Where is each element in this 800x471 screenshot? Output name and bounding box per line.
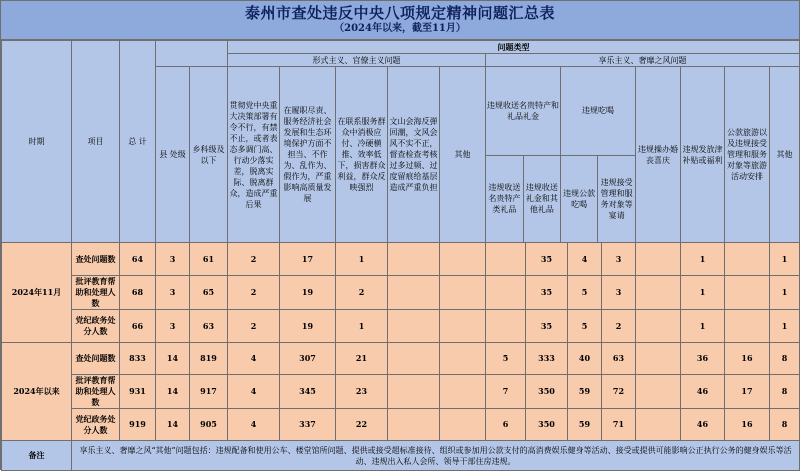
cell-g2: 35 <box>526 276 568 310</box>
header-hedonism-col-2: 违规发放津补贴或福利 <box>681 67 725 243</box>
cell-g1: 5 <box>486 343 526 375</box>
cell-f1: 4 <box>228 343 280 375</box>
cell-h4: 1 <box>770 310 800 343</box>
cell-f4 <box>388 409 440 441</box>
table-row <box>2 243 800 276</box>
header-formalism-col-3: 在联系服务群众中消极应付、冷硬横推、效率低下，损害群众利益，群众反映强烈 <box>336 67 388 243</box>
cell-f3: 1 <box>336 310 388 343</box>
cell-h3 <box>725 310 770 343</box>
cell-f4 <box>388 343 440 375</box>
cell-total: 833 <box>120 343 156 375</box>
cell-h2: 46 <box>681 409 725 441</box>
cell-total: 64 <box>120 243 156 276</box>
header-county-level: 县 处级 <box>156 67 190 243</box>
cell-g2: 35 <box>526 310 568 343</box>
row-item: 党纪政务处分人数 <box>72 310 120 343</box>
cell-h1 <box>636 276 681 310</box>
cell-f5 <box>440 343 486 375</box>
cell-f4 <box>388 310 440 343</box>
header-gift-dining-block <box>486 67 636 243</box>
cell-d1: 59 <box>568 375 602 409</box>
cell-f5 <box>440 276 486 310</box>
cell-f3: 21 <box>336 343 388 375</box>
cell-county: 14 <box>156 409 190 441</box>
cell-f4 <box>388 243 440 276</box>
cell-h3 <box>725 243 770 276</box>
cell-f1: 2 <box>228 310 280 343</box>
cell-f3: 23 <box>336 375 388 409</box>
cell-h1 <box>636 243 681 276</box>
cell-h3 <box>725 276 770 310</box>
header-formalism-group: 形式主义、官僚主义问题 <box>228 54 486 67</box>
cell-h2: 46 <box>681 375 725 409</box>
cell-d2: 63 <box>602 343 636 375</box>
cell-f1: 4 <box>228 375 280 409</box>
cell-d2: 72 <box>602 375 636 409</box>
header-total: 总 计 <box>120 41 156 243</box>
cell-county: 14 <box>156 375 190 409</box>
cell-d1: 5 <box>568 276 602 310</box>
cell-f2: 345 <box>280 375 336 409</box>
cell-f4 <box>388 375 440 409</box>
row-item: 批评教育帮助和处理人数 <box>72 375 120 409</box>
table-row <box>2 409 800 441</box>
row-item: 查处问题数 <box>72 343 120 375</box>
cell-g1 <box>486 310 526 343</box>
row-item: 批评教育帮助和处理人数 <box>72 276 120 310</box>
cell-f2: 19 <box>280 276 336 310</box>
cell-g1 <box>486 243 526 276</box>
cell-total: 919 <box>120 409 156 441</box>
cell-county: 14 <box>156 343 190 375</box>
summary-table <box>1 40 800 471</box>
cell-g2: 350 <box>526 375 568 409</box>
cell-f1: 4 <box>228 409 280 441</box>
cell-h1 <box>636 375 681 409</box>
header-blank-level-2 <box>156 54 228 67</box>
cell-township: 819 <box>190 343 228 375</box>
remark-label: 备注 <box>2 441 72 471</box>
cell-township: 905 <box>190 409 228 441</box>
cell-total: 66 <box>120 310 156 343</box>
cell-g2: 35 <box>526 243 568 276</box>
cell-f1: 2 <box>228 243 280 276</box>
cell-h1 <box>636 343 681 375</box>
sheet-subtitle: （2024年以来，截至11月） <box>334 23 466 34</box>
cell-h3: 16 <box>725 409 770 441</box>
cell-g2: 350 <box>526 409 568 441</box>
cell-h2: 36 <box>681 343 725 375</box>
remark-row <box>2 441 800 471</box>
cell-d2: 2 <box>602 310 636 343</box>
cell-f2: 307 <box>280 343 336 375</box>
cell-f5 <box>440 375 486 409</box>
cell-d2: 3 <box>602 243 636 276</box>
cell-h4: 1 <box>770 276 800 310</box>
cell-f2: 337 <box>280 409 336 441</box>
header-formalism-col-5: 其他 <box>440 67 486 243</box>
cell-g1: 7 <box>486 375 526 409</box>
cell-township: 63 <box>190 310 228 343</box>
cell-h4: 1 <box>770 243 800 276</box>
cell-d1: 40 <box>568 343 602 375</box>
table-row <box>2 276 800 310</box>
cell-d1: 5 <box>568 310 602 343</box>
header-problem-type: 问题类型 <box>228 41 800 54</box>
cell-h3: 16 <box>725 343 770 375</box>
cell-h3: 17 <box>725 375 770 409</box>
cell-f1: 2 <box>228 276 280 310</box>
cell-f3: 1 <box>336 243 388 276</box>
table-row <box>2 343 800 375</box>
header-hedonism-col-1: 违规操办婚丧喜庆 <box>636 67 681 243</box>
cell-f5 <box>440 243 486 276</box>
cell-g1: 6 <box>486 409 526 441</box>
cell-d1: 4 <box>568 243 602 276</box>
header-formalism-col-4: 文山会海反弹回潮，文风会风不实不正，督查检查考核过多过频、过度留痕给基层造成严重负担 <box>388 67 440 243</box>
cell-county: 3 <box>156 276 190 310</box>
cell-h2: 1 <box>681 310 725 343</box>
header-hedonism-group: 享乐主义、奢靡之风问题 <box>486 54 800 67</box>
cell-county: 3 <box>156 243 190 276</box>
cell-f2: 19 <box>280 310 336 343</box>
header-item: 项目 <box>72 41 120 243</box>
header-blank-level <box>156 41 228 54</box>
cell-d2: 3 <box>602 276 636 310</box>
cell-township: 61 <box>190 243 228 276</box>
cell-f2: 17 <box>280 243 336 276</box>
cell-township: 65 <box>190 276 228 310</box>
header-township-level: 乡科级及以下 <box>190 67 228 243</box>
row-item: 查处问题数 <box>72 243 120 276</box>
cell-total: 68 <box>120 276 156 310</box>
remark-text: 享乐主义、奢靡之风“其他”问题包括：违规配备和使用公车、楼堂馆所问题、提供或接受超标准接待、组织或参加用公款支付的高消费娱乐健身等活动、接受或提供可能影响公正执行公务的健身娱乐等活动、违规出入私人会所、领导干部住房违规。 <box>72 441 800 471</box>
title-band <box>1 1 799 40</box>
header-dining-col-2: 违规接受管理和服务对象等宴请 <box>598 155 635 242</box>
cell-d1: 59 <box>568 409 602 441</box>
header-hedonism-col-3: 公款旅游以及违规接受管理和服务对象等旅游活动安排 <box>725 67 770 243</box>
cell-f5 <box>440 409 486 441</box>
cell-h4: 8 <box>770 409 800 441</box>
header-gift-group: 违规收送名贵特产和礼品礼金 <box>486 67 561 155</box>
cell-f3: 22 <box>336 409 388 441</box>
cell-township: 917 <box>190 375 228 409</box>
cell-h2: 1 <box>681 276 725 310</box>
period-label: 2024年11月 <box>2 243 72 343</box>
cell-g1 <box>486 276 526 310</box>
cell-total: 931 <box>120 375 156 409</box>
cell-h1 <box>636 310 681 343</box>
period-label: 2024年以来 <box>2 343 72 441</box>
table-row <box>2 375 800 409</box>
header-gift-col-2: 违规收送礼金和其他礼品 <box>523 155 560 242</box>
cell-f3: 2 <box>336 276 388 310</box>
cell-h4: 8 <box>770 375 800 409</box>
header-dining-col-1: 违规公款吃喝 <box>561 155 598 242</box>
cell-h2: 1 <box>681 243 725 276</box>
header-hedonism-col-4: 其他 <box>770 67 800 243</box>
table-row <box>2 310 800 343</box>
cell-county: 3 <box>156 310 190 343</box>
cell-f4 <box>388 276 440 310</box>
cell-d2: 71 <box>602 409 636 441</box>
header-formalism-col-1: 贯彻党中央重大决策部署有令不行，有禁不止，或者表态多调门高、行动少落实差，脱离实际、脱离群众，造成严重后果 <box>228 67 280 243</box>
cell-g2: 333 <box>526 343 568 375</box>
header-dining-group: 违规吃喝 <box>561 67 636 155</box>
row-item: 党纪政务处分人数 <box>72 409 120 441</box>
cell-f5 <box>440 310 486 343</box>
cell-h4: 8 <box>770 343 800 375</box>
cell-h1 <box>636 409 681 441</box>
header-gift-col-1: 违规收送名贵特产类礼品 <box>486 155 523 242</box>
header-period: 时期 <box>2 41 72 243</box>
header-formalism-col-2: 在履职尽责、服务经济社会发展和生态环境保护方面不担当、不作为、乱作为、假作为，严重影响高质量发展 <box>280 67 336 243</box>
sheet-title: 泰州市查处违反中央八项规定精神问题汇总表 <box>244 4 555 22</box>
